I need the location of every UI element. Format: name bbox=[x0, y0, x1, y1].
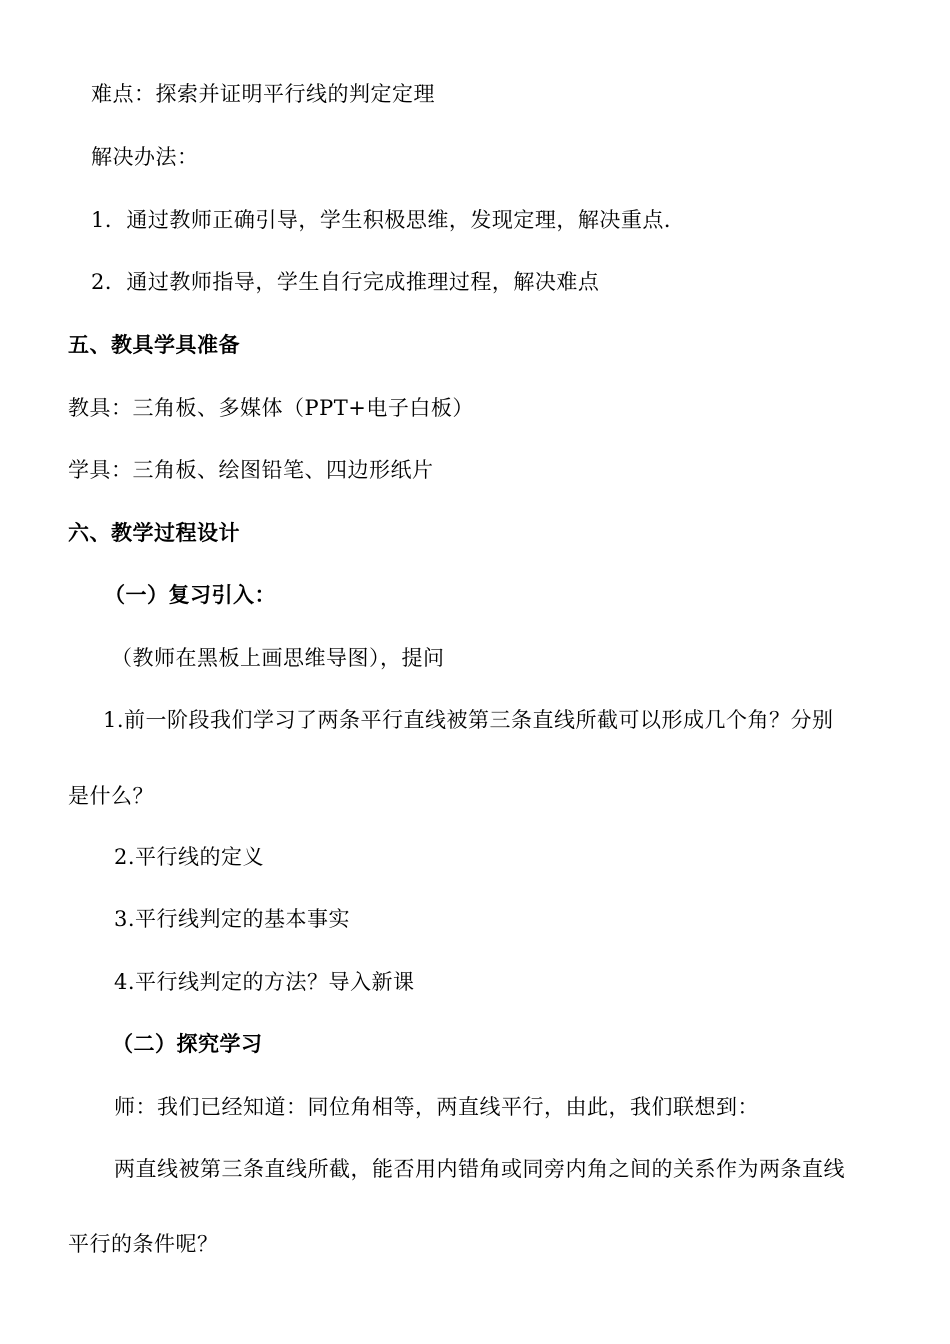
teaching-aids-text: 教具：三角板、多媒体（PPT+电子白板） bbox=[68, 396, 474, 420]
solution-item-2: 2．通过教师指导，学生自行完成推理过程，解决难点 bbox=[91, 270, 600, 294]
teacher-statement: 师：我们已经知道：同位角相等，两直线平行，由此，我们联想到： bbox=[114, 1095, 759, 1119]
solution-item-1: 1．通过教师正确引导，学生积极思维，发现定理，解决重点． bbox=[91, 208, 686, 232]
explore-question-line2: 平行的条件呢？ bbox=[68, 1232, 219, 1256]
question-3: 3.平行线判定的基本事实 bbox=[114, 907, 351, 931]
question-4: 4.平行线判定的方法？导入新课 bbox=[114, 970, 415, 994]
learning-aids-text: 学具：三角板、绘图铅笔、四边形纸片 bbox=[68, 458, 434, 482]
part2-heading: （二）探究学习 bbox=[112, 1032, 263, 1056]
question-1-line1: 1.前一阶段我们学习了两条平行直线被第三条直线所截可以形成几个角？分别 bbox=[103, 708, 834, 732]
difficulty-text: 难点：探索并证明平行线的判定定理 bbox=[91, 82, 435, 106]
section5-heading: 五、教具学具准备 bbox=[68, 333, 240, 357]
solution-heading: 解决办法： bbox=[91, 145, 199, 169]
section6-heading: 六、教学过程设计 bbox=[68, 521, 240, 545]
question-2: 2.平行线的定义 bbox=[114, 845, 265, 869]
explore-question-line1: 两直线被第三条直线所截，能否用内错角或同旁内角之间的关系作为两条直线 bbox=[114, 1157, 845, 1181]
part1-intro: （教师在黑板上画思维导图），提问 bbox=[111, 646, 445, 670]
part1-heading: （一）复习引入： bbox=[104, 583, 276, 607]
question-1-line2: 是什么？ bbox=[68, 784, 154, 808]
